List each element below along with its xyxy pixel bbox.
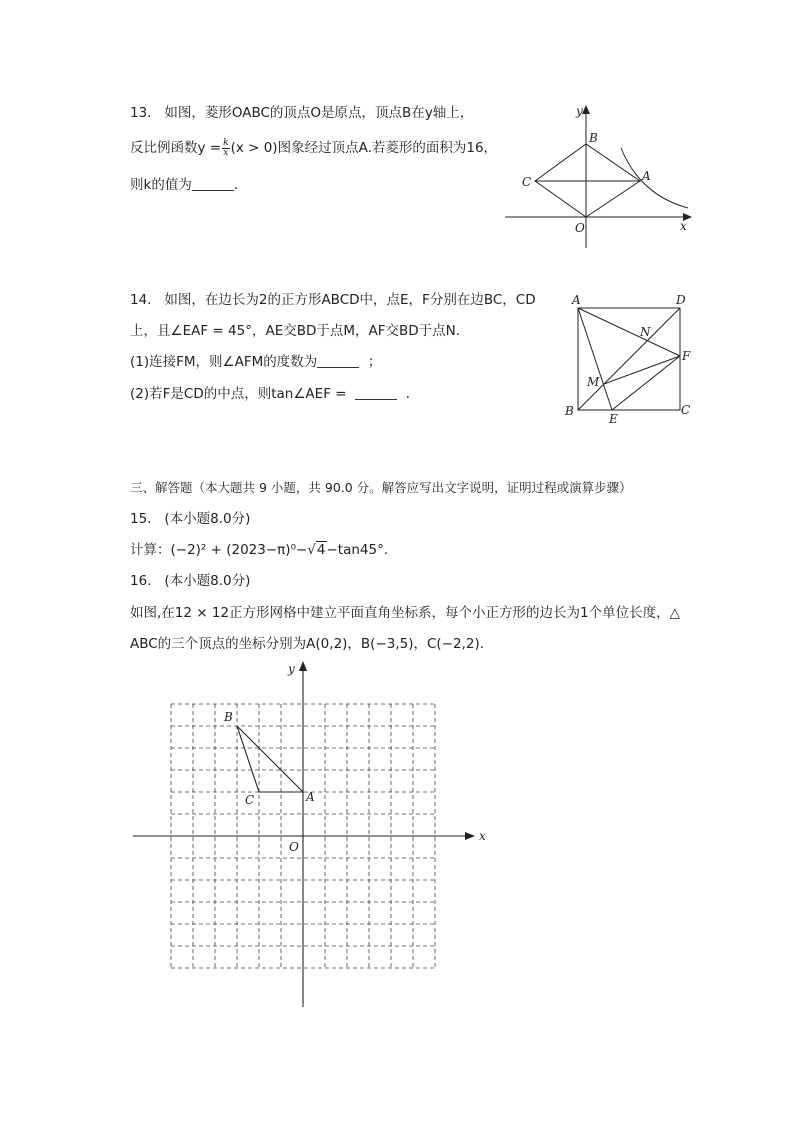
diagonal-bd	[578, 308, 680, 410]
q13-line2	[130, 138, 497, 158]
q15-sqrt-arg: 4	[316, 542, 326, 558]
label-n: N	[640, 325, 651, 339]
q13-figure	[500, 100, 700, 250]
q16-number: 16.	[130, 573, 152, 589]
q14-text-3b: ；	[367, 354, 382, 370]
q13-number: 13.	[130, 105, 152, 121]
sqrt-symbol: √	[307, 542, 316, 558]
q15-calc-pre: 计算：(−2)² + (2023−π)⁰−	[130, 542, 308, 558]
hyperbola	[621, 148, 688, 208]
label-e: E	[609, 412, 618, 426]
segment-af	[578, 308, 680, 356]
q13-text-3a: 则k的值为	[130, 177, 192, 193]
q14-number: 14.	[130, 292, 152, 308]
y-axis-arrow	[582, 105, 590, 114]
q14-text-4a: (2)若F是CD的中点，则tan∠AEF =	[130, 386, 347, 402]
section-heading: 三、解答题（本大题共 9 小题，共 90.0 分。解答应写出文字说明，证明过程或演算步骤）	[130, 480, 632, 495]
label-m: M	[587, 375, 600, 389]
label-x: x	[680, 219, 687, 233]
label-b: B	[589, 131, 598, 145]
q15-calc-post: −tan45°.	[326, 542, 389, 558]
q15-header	[130, 509, 250, 529]
label-o: O	[289, 840, 299, 854]
q16-header	[130, 571, 250, 591]
segment-mf	[604, 356, 680, 384]
q13-text-1: 如图，菱形OABC的顶点O是原点，顶点B在y轴上，	[164, 105, 474, 121]
q14-text-2: 上，且∠EAF = 45°，AE交BD于点M，AF交BD于点N．	[130, 323, 470, 339]
segment-ae	[578, 308, 612, 410]
answer-blank[interactable]	[355, 385, 397, 400]
q14-text-1: 如图，在边长为2的正方形ABCD中，点E，F分别在边BC，CD	[164, 292, 536, 308]
q15-expression	[130, 540, 388, 560]
q14-line3	[130, 352, 381, 372]
q13-frac-den: x	[223, 147, 229, 158]
q16-score: (本小题8.0分)	[164, 573, 251, 589]
q16-line1: 如图,在12 × 12正方形网格中建立平面直角坐标系，每个小正方形的边长为1个单位长度，△	[130, 605, 681, 621]
y-axis-arrow	[299, 661, 307, 671]
q13-fraction	[222, 139, 229, 158]
q13-line3	[130, 175, 247, 195]
label-b: B	[565, 404, 574, 418]
label-a: A	[572, 293, 581, 307]
q14-line1	[130, 290, 536, 310]
answer-blank[interactable]	[192, 176, 234, 191]
label-y: y	[576, 104, 583, 118]
q15-score: (本小题8.0分)	[164, 511, 251, 527]
q14-line4	[130, 384, 419, 404]
triangle-abc	[237, 726, 303, 792]
x-axis-arrow	[465, 832, 475, 840]
q14-figure	[560, 290, 700, 430]
label-b: B	[224, 710, 233, 724]
label-d: D	[676, 293, 686, 307]
q14-text-3a: (1)连接FM，则∠AFM的度数为	[130, 354, 318, 370]
segment-ef	[612, 356, 680, 410]
q13-frac-num: k	[223, 137, 229, 148]
q13-text-2a: 反比例函数y =	[130, 140, 222, 156]
q14-text-4b: ．	[405, 386, 420, 402]
label-a: A	[642, 169, 651, 183]
q13-line1	[130, 103, 473, 123]
label-a: A	[306, 790, 315, 804]
label-c: C	[245, 793, 255, 807]
label-c: C	[681, 403, 691, 417]
label-c: C	[522, 175, 532, 189]
q13-text-2b: (x > 0)图象经过顶点A.若菱形的面积为16，	[230, 140, 498, 156]
label-o: O	[575, 221, 585, 235]
q13-text-3b: ．	[233, 177, 248, 193]
label-y: y	[288, 662, 295, 676]
q16-grid-figure	[125, 655, 495, 1015]
answer-blank[interactable]	[317, 353, 359, 368]
label-f: F	[682, 349, 691, 363]
q14-line2	[130, 321, 469, 341]
q15-number: 15.	[130, 511, 152, 527]
q16-line2: ABC的三个顶点的坐标分别为A(0,2)，B(−3,5)，C(−2,2)．	[130, 636, 494, 652]
label-x: x	[479, 829, 486, 843]
